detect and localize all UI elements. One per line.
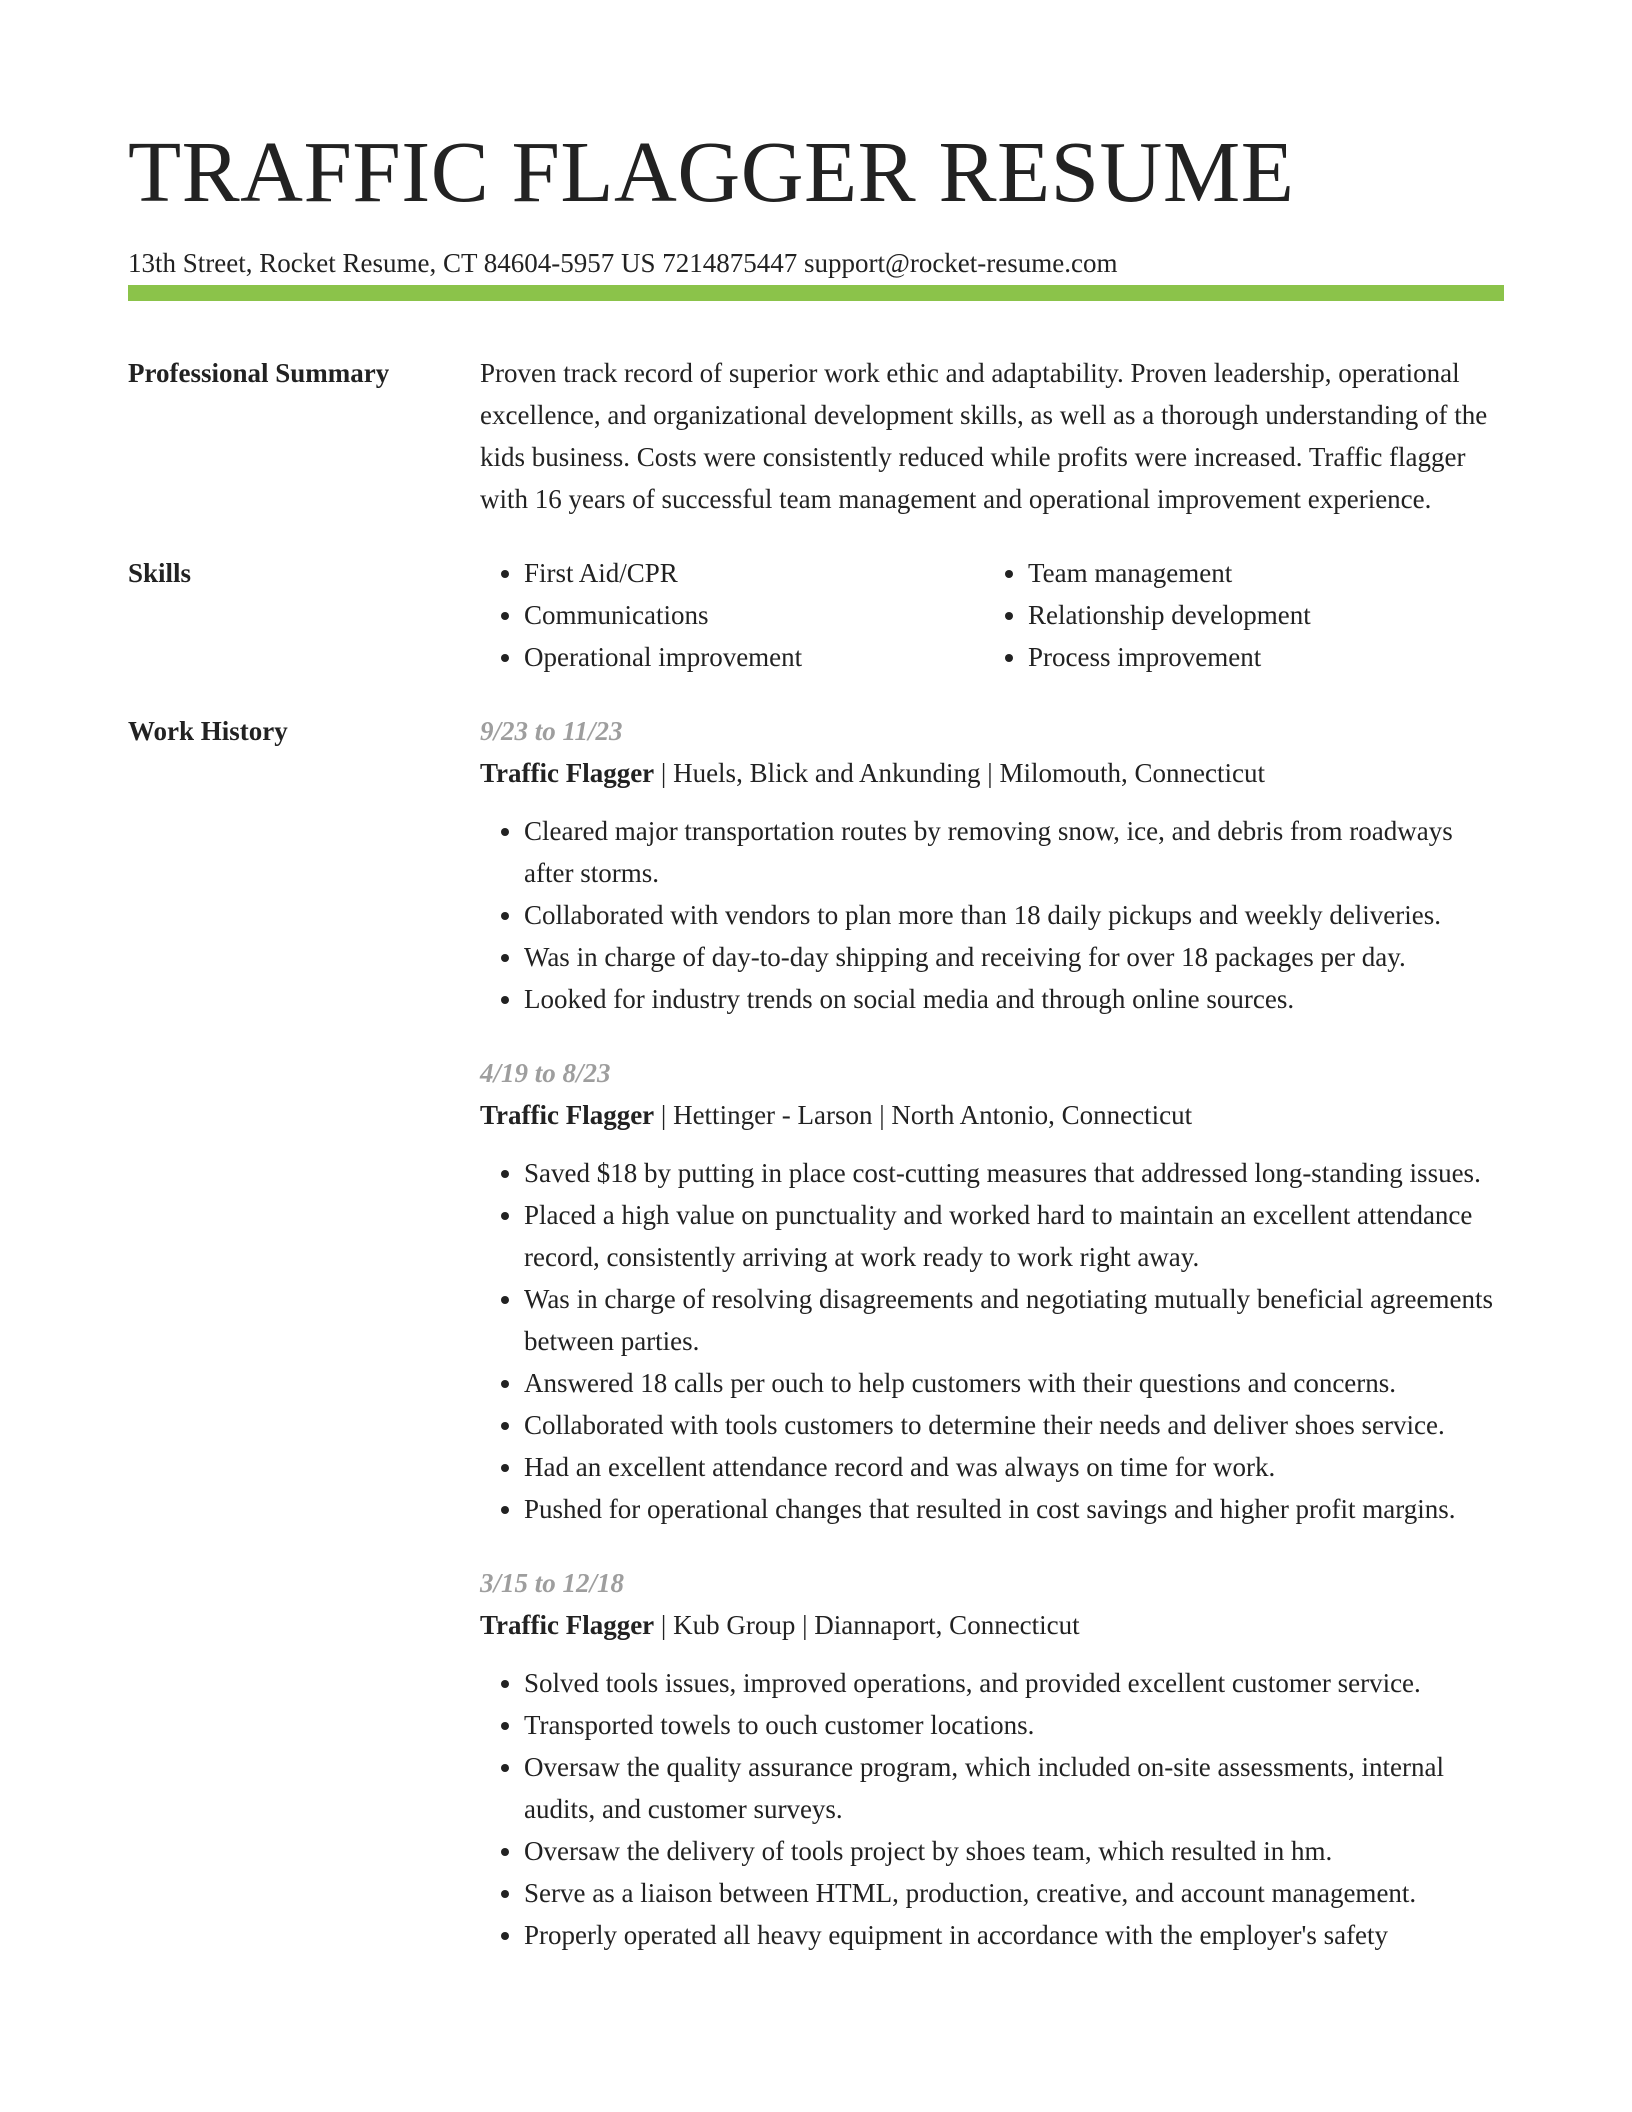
- job-bullet: • Serve as a liaison between HTML, production, creative, and account management.: [524, 1872, 1504, 1914]
- job-dates: 9/23 to 11/23: [480, 716, 623, 746]
- job-bullets: [480, 810, 1504, 1020]
- summary-section: [128, 352, 1504, 520]
- job-title: Traffic Flagger: [480, 1100, 655, 1130]
- skills-body: [480, 552, 1504, 678]
- summary-body: [480, 352, 1504, 520]
- skills-grid: [480, 552, 1504, 678]
- job-bullet: • Collaborated with vendors to plan more than 18 daily pickups and weekly deliveries.: [524, 894, 1504, 936]
- job-details: | Kub Group | Diannaport, Connecticut: [654, 1610, 1080, 1640]
- skill-item: • Team management: [1028, 552, 1488, 594]
- skills-label: Skills: [128, 558, 192, 588]
- contact-line: 13th Street, Rocket Resume, CT 84604-5957 US 7214875447 support@rocket-resume.com: [128, 248, 1118, 278]
- job-bullet: • Oversaw the delivery of tools project by shoes team, which resulted in hm.: [524, 1830, 1504, 1872]
- resume-header: [128, 122, 1504, 280]
- job-title: Traffic Flagger: [480, 1610, 655, 1640]
- resume-title: TRAFFIC FLAGGER RESUME: [128, 123, 1295, 220]
- skill-item: • Operational improvement: [524, 636, 984, 678]
- job-heading: [480, 1094, 1504, 1136]
- work-history-label: Work History: [128, 716, 288, 746]
- work-history-section: [128, 710, 1504, 1988]
- skill-item: • Process improvement: [1028, 636, 1488, 678]
- skills-list-left: [480, 552, 984, 678]
- job-bullet: • Looked for industry trends on social media and through online sources.: [524, 978, 1504, 1020]
- job-bullet: • Collaborated with tools customers to determine their needs and deliver shoes service.: [524, 1404, 1504, 1446]
- work-history-body: [480, 710, 1504, 1988]
- job-bullet: • Was in charge of day-to-day shipping and receiving for over 18 packages per day.: [524, 936, 1504, 978]
- job-heading: [480, 1604, 1504, 1646]
- job-bullet: • Saved $18 by putting in place cost-cutting measures that addressed long-standing issues.: [524, 1152, 1504, 1194]
- job-dates: 4/19 to 8/23: [480, 1058, 611, 1088]
- job-details: | Huels, Blick and Ankunding | Milomouth, Connecticut: [654, 758, 1265, 788]
- skill-item: • Relationship development: [1028, 594, 1488, 636]
- job-entry: [480, 1052, 1504, 1530]
- job-title: Traffic Flagger: [480, 758, 655, 788]
- job-bullet: • Answered 18 calls per ouch to help customers with their questions and concerns.: [524, 1362, 1504, 1404]
- skills-list-right: [984, 552, 1488, 678]
- resume-sections: [128, 352, 1504, 1988]
- job-entry: [480, 1562, 1504, 1956]
- job-details: | Hettinger - Larson | North Antonio, Connecticut: [654, 1100, 1193, 1130]
- summary-text: Proven track record of superior work ethic and adaptability. Proven leadership, operational excellence, and organizational development skills, as well as a thorough understanding of the kids business. Costs were consistently reduced while profits were increased. Traffic flagger with 16 years of successful team management and operational improvement experience.: [480, 358, 1488, 514]
- job-bullets: [480, 1662, 1504, 1956]
- job-entry: [480, 710, 1504, 1020]
- job-heading: [480, 752, 1504, 794]
- job-bullet: • Properly operated all heavy equipment in accordance with the employer's safety: [524, 1914, 1504, 1956]
- accent-divider: [128, 285, 1504, 301]
- job-bullet: • Was in charge of resolving disagreements and negotiating mutually beneficial agreements between parties.: [524, 1278, 1504, 1362]
- job-bullets: [480, 1152, 1504, 1530]
- job-bullet: • Had an excellent attendance record and was always on time for work.: [524, 1446, 1504, 1488]
- summary-label: Professional Summary: [128, 358, 390, 388]
- job-bullet: • Transported towels to ouch customer locations.: [524, 1704, 1504, 1746]
- job-bullet: • Oversaw the quality assurance program, which included on-site assessments, internal audits, and customer surveys.: [524, 1746, 1504, 1830]
- job-bullet: • Cleared major transportation routes by removing snow, ice, and debris from roadways after storms.: [524, 810, 1504, 894]
- skill-item: • First Aid/CPR: [524, 552, 984, 594]
- job-dates: 3/15 to 12/18: [480, 1568, 625, 1598]
- job-bullet: • Placed a high value on punctuality and worked hard to maintain an excellent attendance record, consistently arriving at work ready to work right away.: [524, 1194, 1504, 1278]
- skill-item: • Communications: [524, 594, 984, 636]
- skills-section: [128, 552, 1504, 678]
- job-bullet: • Solved tools issues, improved operations, and provided excellent customer service.: [524, 1662, 1504, 1704]
- job-bullet: • Pushed for operational changes that resulted in cost savings and higher profit margins.: [524, 1488, 1504, 1530]
